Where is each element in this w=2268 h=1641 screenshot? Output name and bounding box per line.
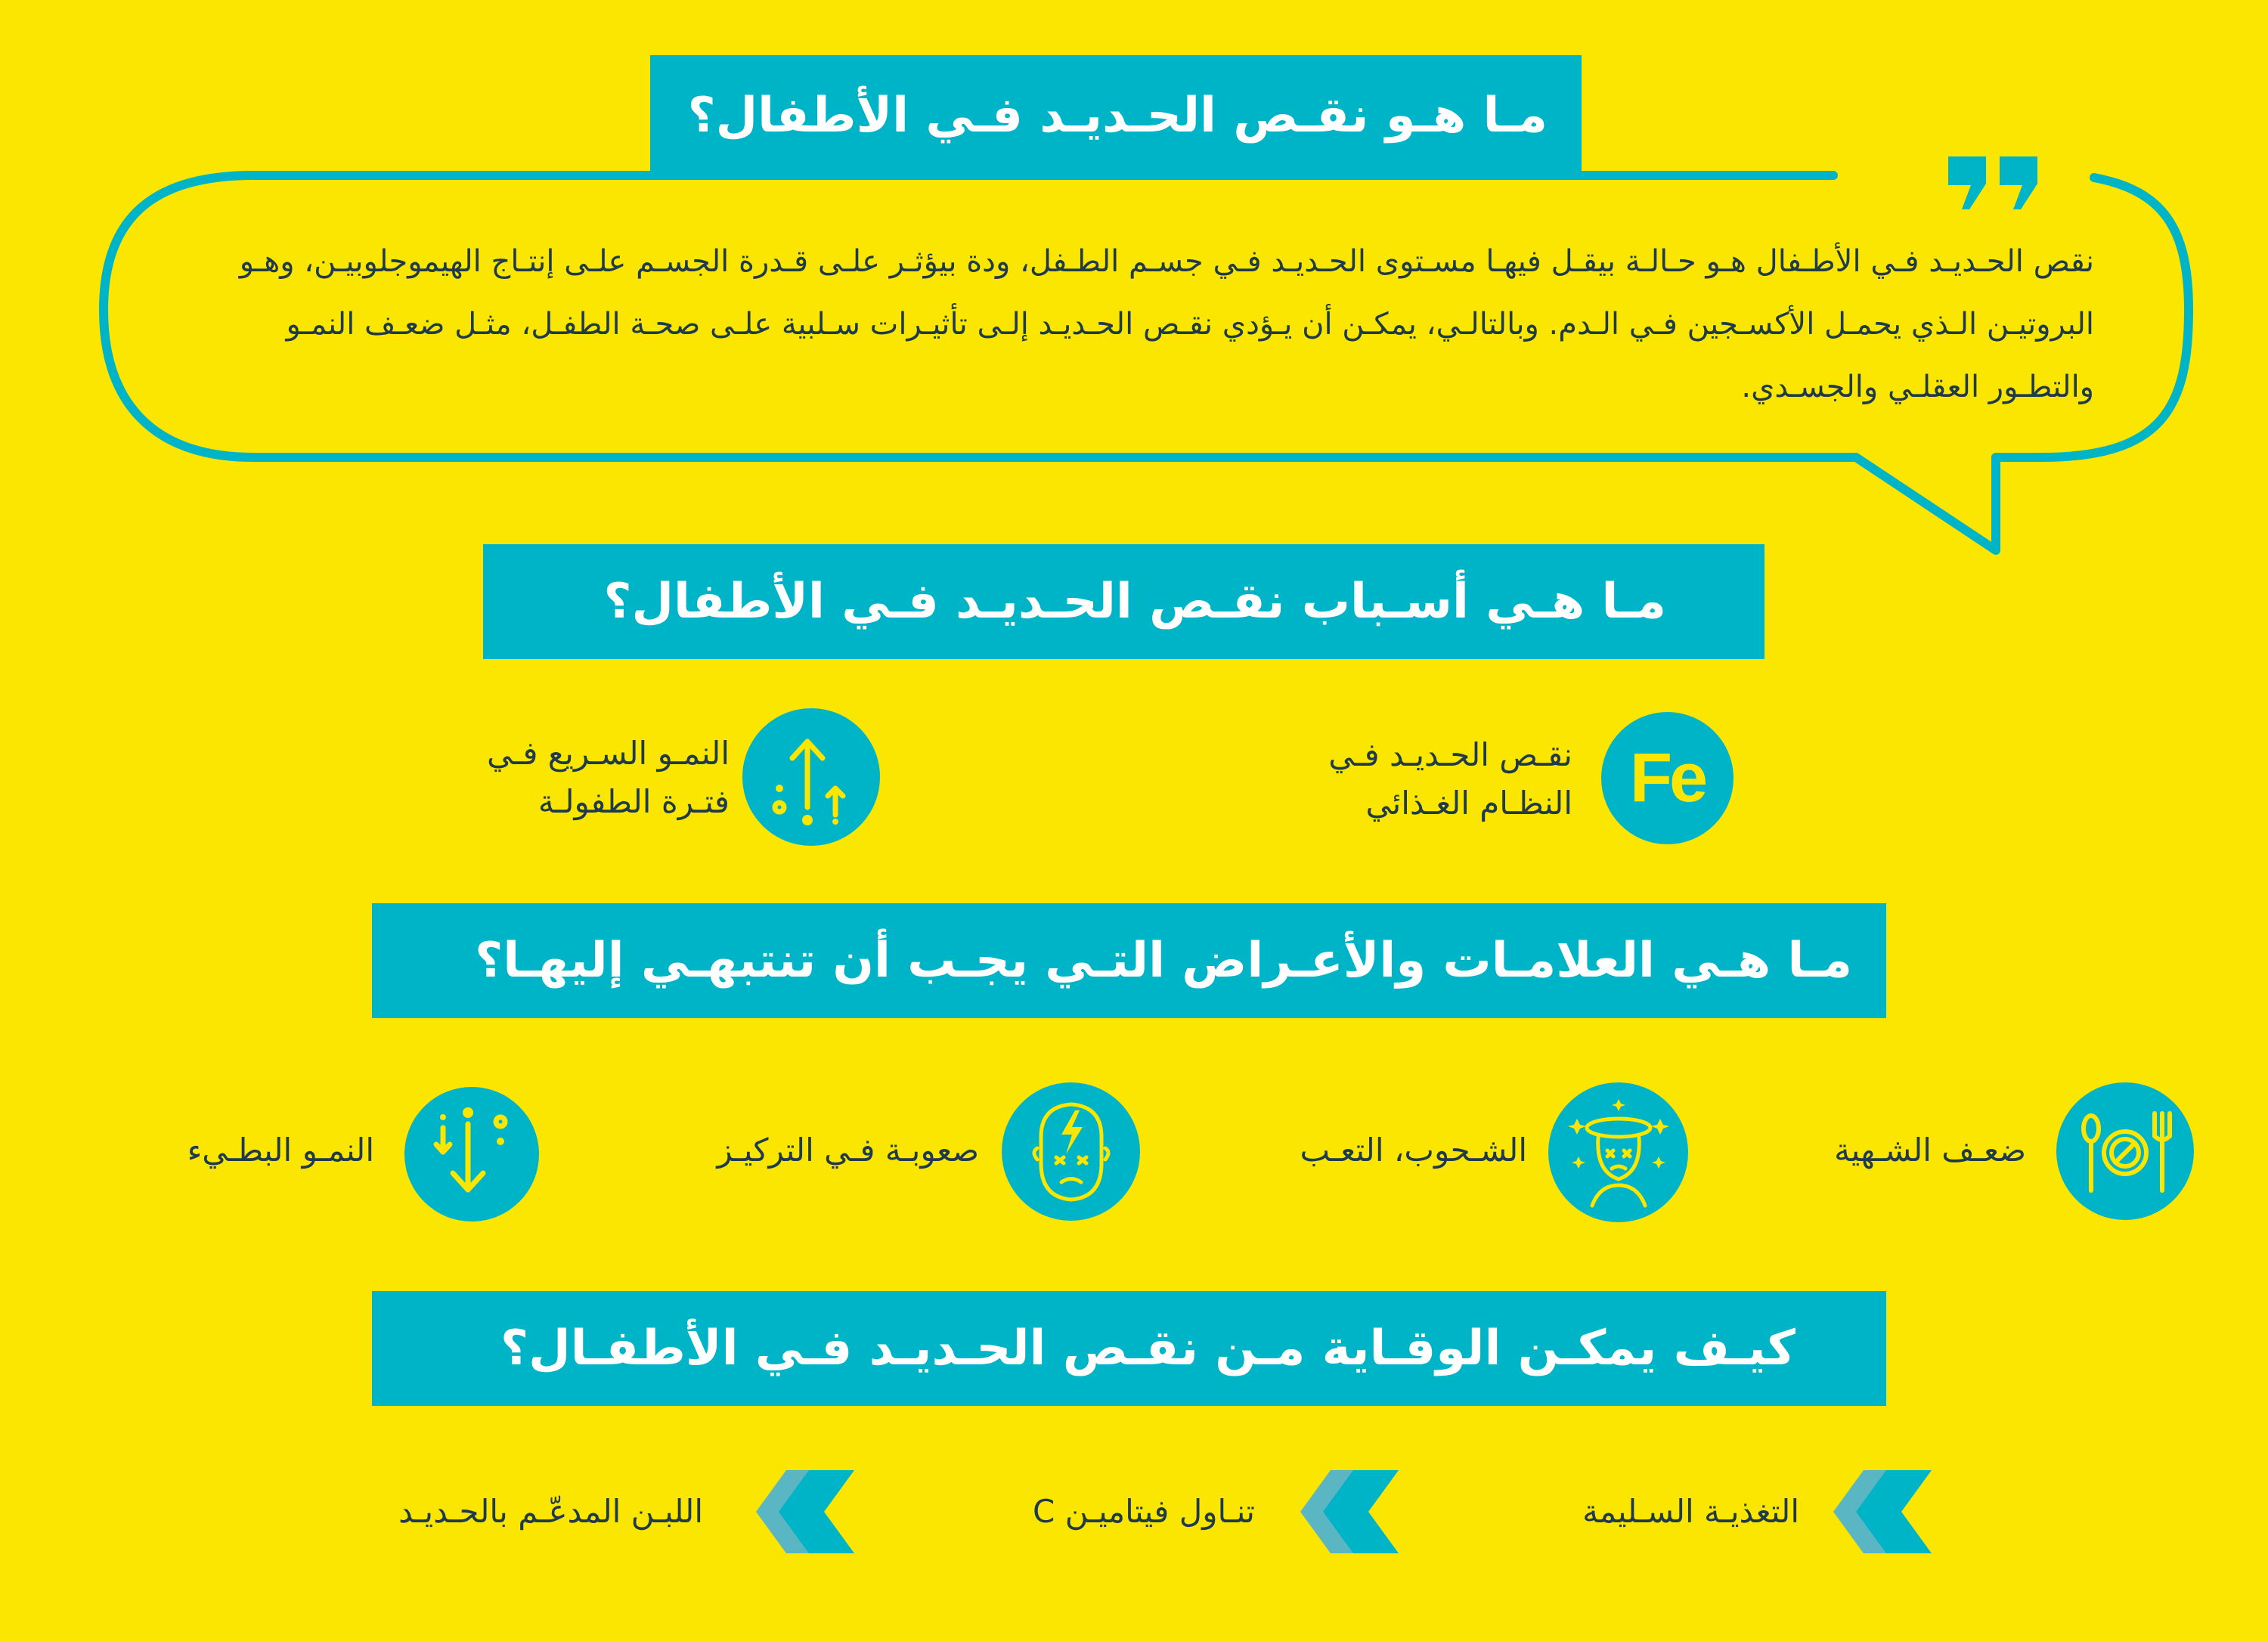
chevron-left-icon bbox=[756, 1470, 854, 1553]
cause-item-iron bbox=[1247, 731, 1572, 828]
cause-line: النظـام الغـذائي bbox=[1365, 785, 1572, 822]
slow-growth-icon bbox=[404, 1087, 539, 1221]
quote-icon bbox=[1947, 155, 2041, 215]
chevron-left-icon bbox=[1300, 1470, 1399, 1553]
symptom-label-pallor: الشـحوب، التعـب bbox=[1300, 1132, 1527, 1169]
prevention-label-nutrition: التغذيـة السـليمة bbox=[1582, 1493, 1799, 1530]
prevention-title: كيـف يمكـن الوقـاية مـن نقـص الحـديـد فـي الأطفـال؟ bbox=[500, 1321, 1796, 1376]
cause-line: فتـرة الطفولـة bbox=[538, 783, 730, 820]
dizzy-face-icon bbox=[1548, 1082, 1688, 1222]
intro-title-banner bbox=[650, 55, 1582, 176]
intro-title: مـا هـو نقـص الحـديـد فـي الأطفال؟ bbox=[687, 88, 1548, 144]
symptom-label-appetite: ضعـف الشـهية bbox=[1834, 1132, 2026, 1169]
cause-item-rapid-growth bbox=[423, 729, 730, 826]
symptoms-title-banner bbox=[372, 903, 1886, 1018]
iron-fe-icon bbox=[1601, 712, 1734, 844]
headache-face-icon bbox=[1002, 1082, 1140, 1221]
prevention-label-fortified-milk: اللبـن المدعّـم بالحـديـد bbox=[398, 1493, 703, 1530]
symptom-label-concentration: صعوبـة فـي التركيـز bbox=[717, 1132, 979, 1169]
symptoms-title: مـا هـي العلامـات والأعـراض التـي يجـب أن تنتبهـي إليهـا؟ bbox=[475, 933, 1852, 989]
causes-title-banner bbox=[483, 544, 1765, 659]
fe-icon-text: Fe bbox=[1629, 739, 1706, 816]
cause-line: النمـو السـريع فـي bbox=[487, 735, 730, 772]
prevention-label-vitamin-c: تنـاول فيتاميـن C bbox=[1033, 1493, 1255, 1530]
cause-line: نقـص الحـديـد فـي bbox=[1328, 736, 1572, 773]
prevention-title-banner bbox=[372, 1291, 1886, 1406]
rapid-growth-icon bbox=[742, 708, 880, 846]
causes-title: مـا هـي أسـباب نقـص الحـديـد فـي الأطفال؟ bbox=[603, 574, 1666, 630]
chevron-left-icon bbox=[1833, 1470, 1932, 1553]
symptom-label-slow-growth: النمـو البطـيء bbox=[187, 1132, 374, 1169]
plate-cutlery-icon bbox=[2056, 1082, 2194, 1220]
intro-paragraph: نقص الحـديـد فـي الأطـفال هـو حـالـة بيقـل فيهـا مسـتوى الحـديـد فـي جسـم الطـفل، ودة بيؤثـر علـى قـدرة الجسـم علـى إنتـاج الهيموجلوبيـن، وهـو البروتيـن الـذي يحمـل الأكسـجين فـي الـدم. وبالتالـي، يمكـن أن يـؤدي نقـص الحـديـد إلـى تأثيـرات سـلبية علـى صحـة الطفـل، مثـل ضعـف النمـو والتطـور العقلـي والجسـدي. bbox=[239, 244, 2094, 404]
